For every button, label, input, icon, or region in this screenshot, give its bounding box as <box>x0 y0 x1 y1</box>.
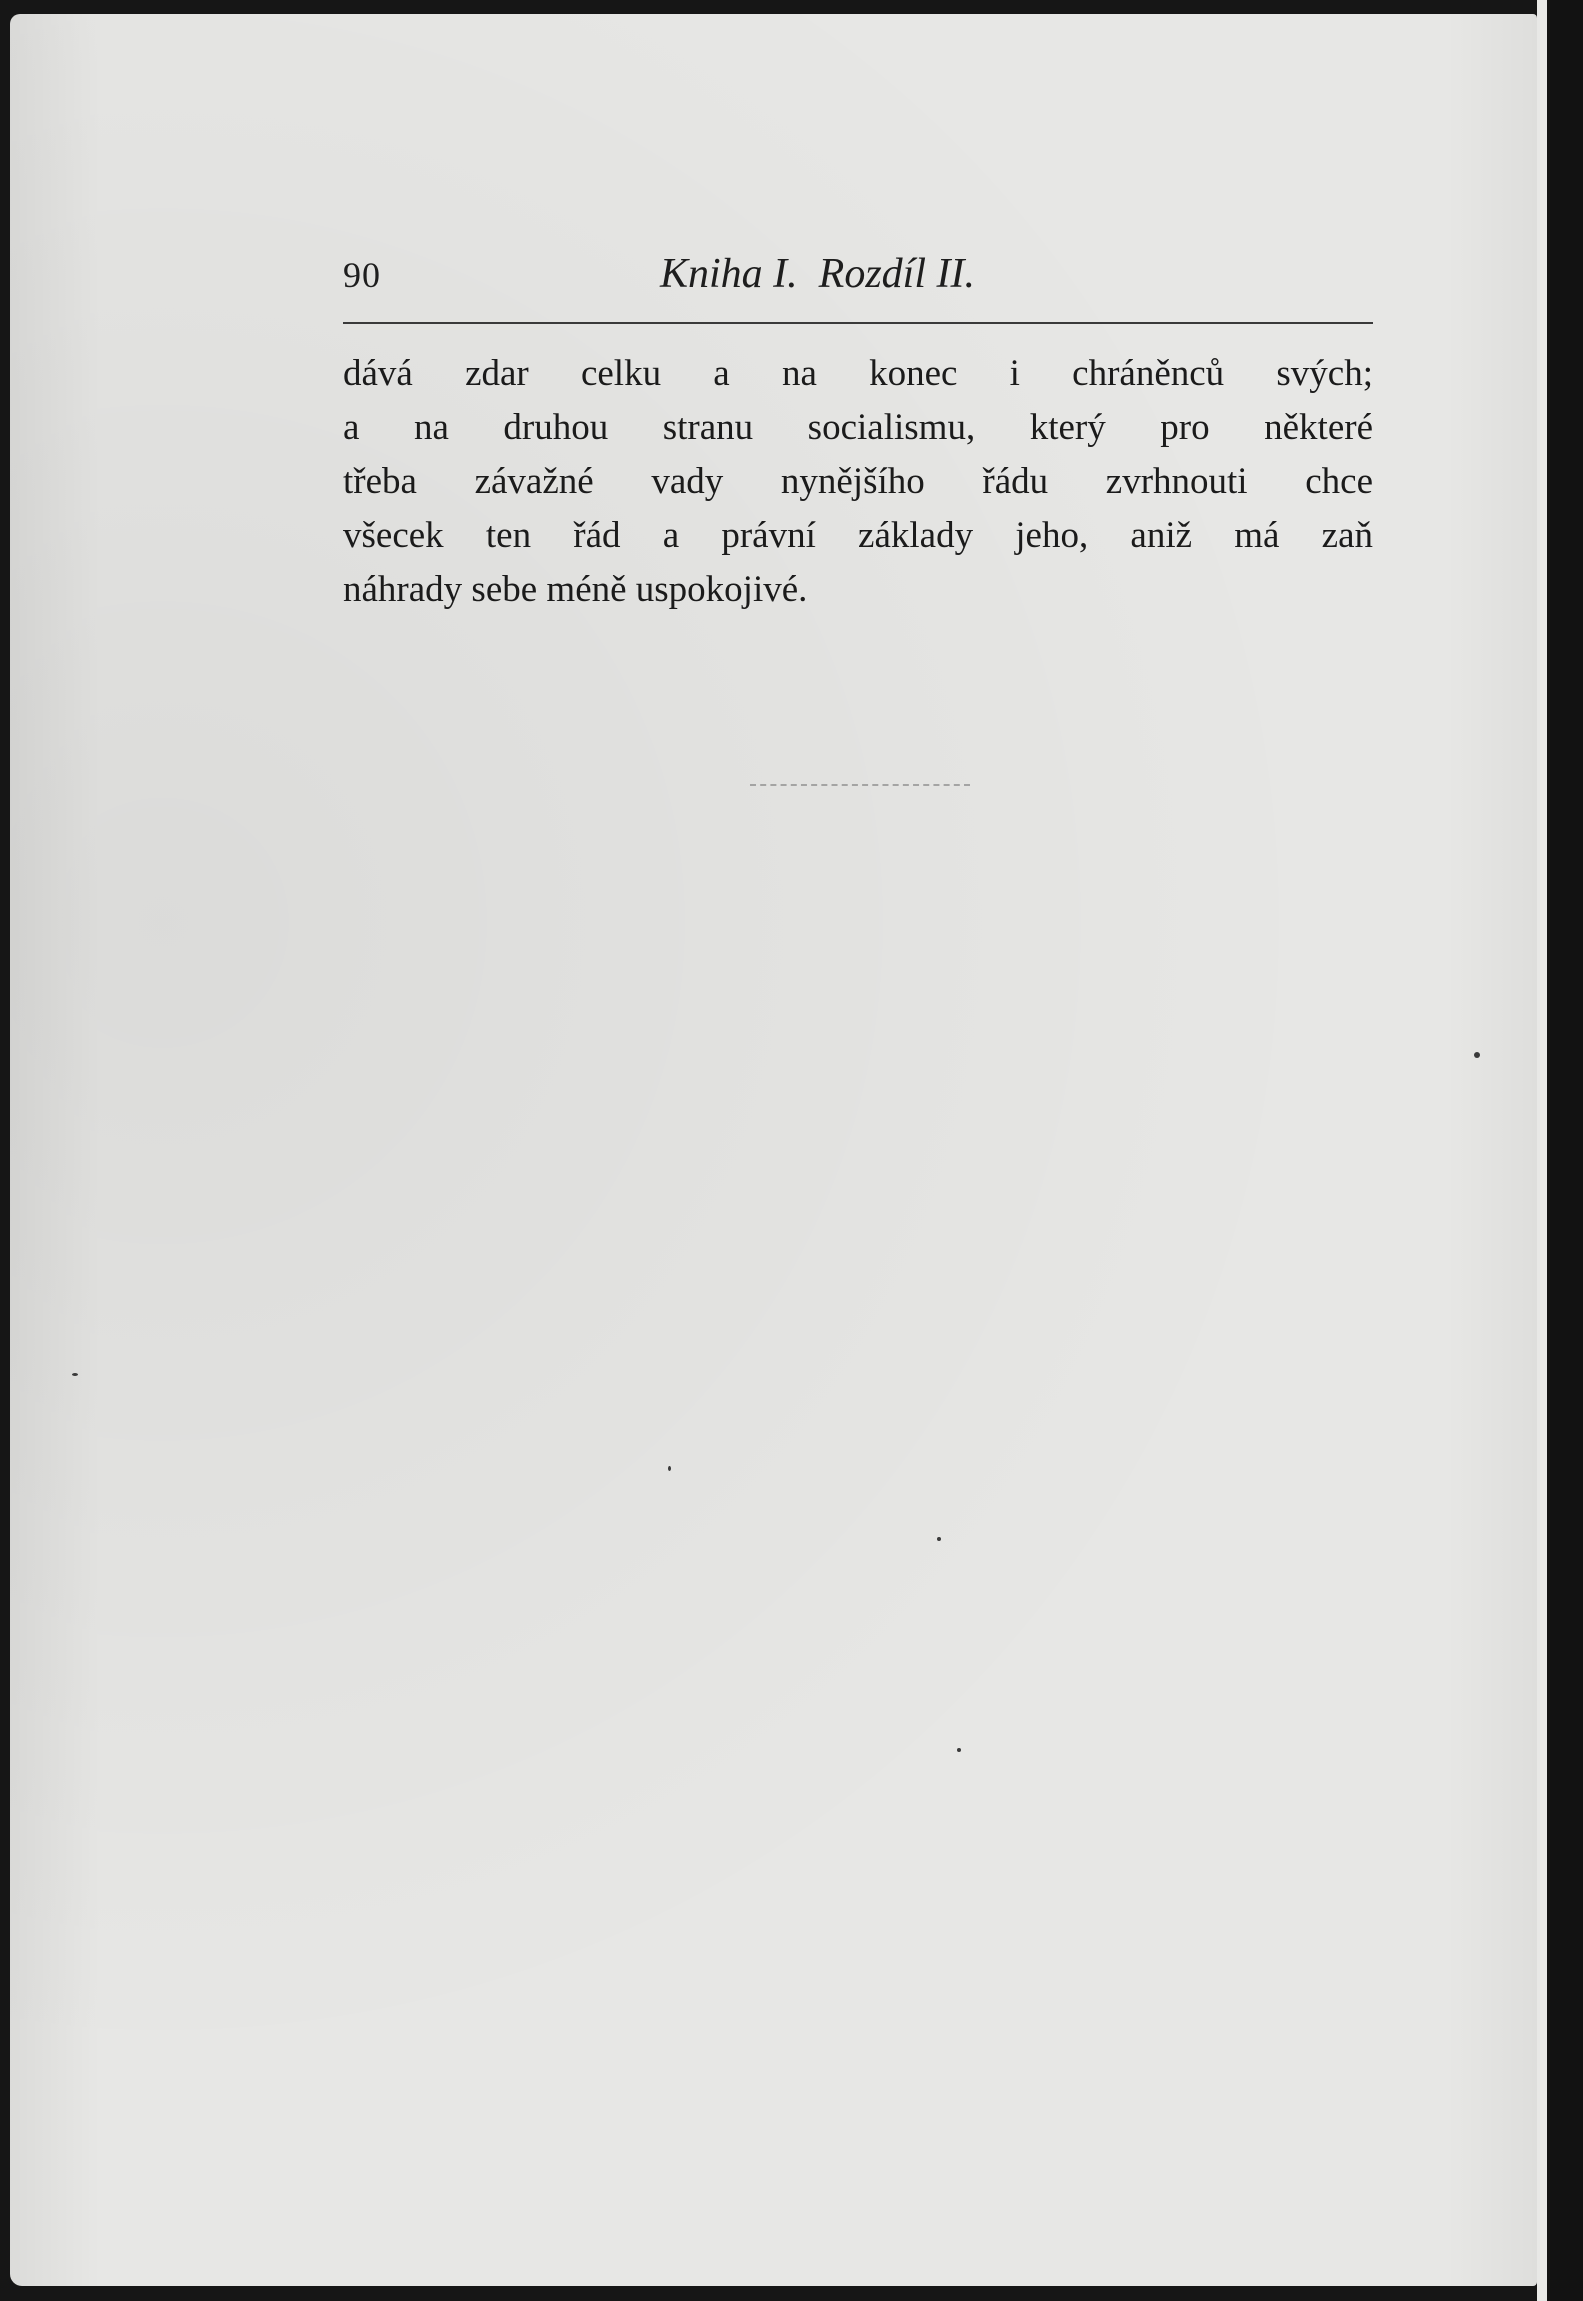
scan-speck <box>668 1466 671 1471</box>
scan-background-strip <box>1547 0 1583 2301</box>
body-paragraph <box>343 347 1373 617</box>
text-line: všecek ten řád a právní základy jeho, aniž má zaň <box>343 515 1373 556</box>
scan-speck <box>1474 1052 1480 1058</box>
scan-speck <box>937 1537 941 1541</box>
scan-speck <box>72 1373 78 1376</box>
text-line: náhrady sebe méně uspokojivé. <box>343 569 808 610</box>
header-rule <box>343 322 1373 324</box>
page-number: 90 <box>343 255 381 295</box>
running-head: Kniha I. Rozdíl II. <box>660 251 975 297</box>
text-line: a na druhou stranu socialismu, který pro některé <box>343 407 1373 448</box>
page-header <box>343 250 1373 300</box>
text-line: dává zdar celku a na konec i chráněnců svých; <box>343 353 1373 394</box>
scan-speck <box>957 1748 961 1752</box>
section-end-rule <box>750 784 970 786</box>
page-right-edge <box>1537 0 1547 2301</box>
text-line: třeba závažné vady nynějšího řádu zvrhnouti chce <box>343 461 1373 502</box>
